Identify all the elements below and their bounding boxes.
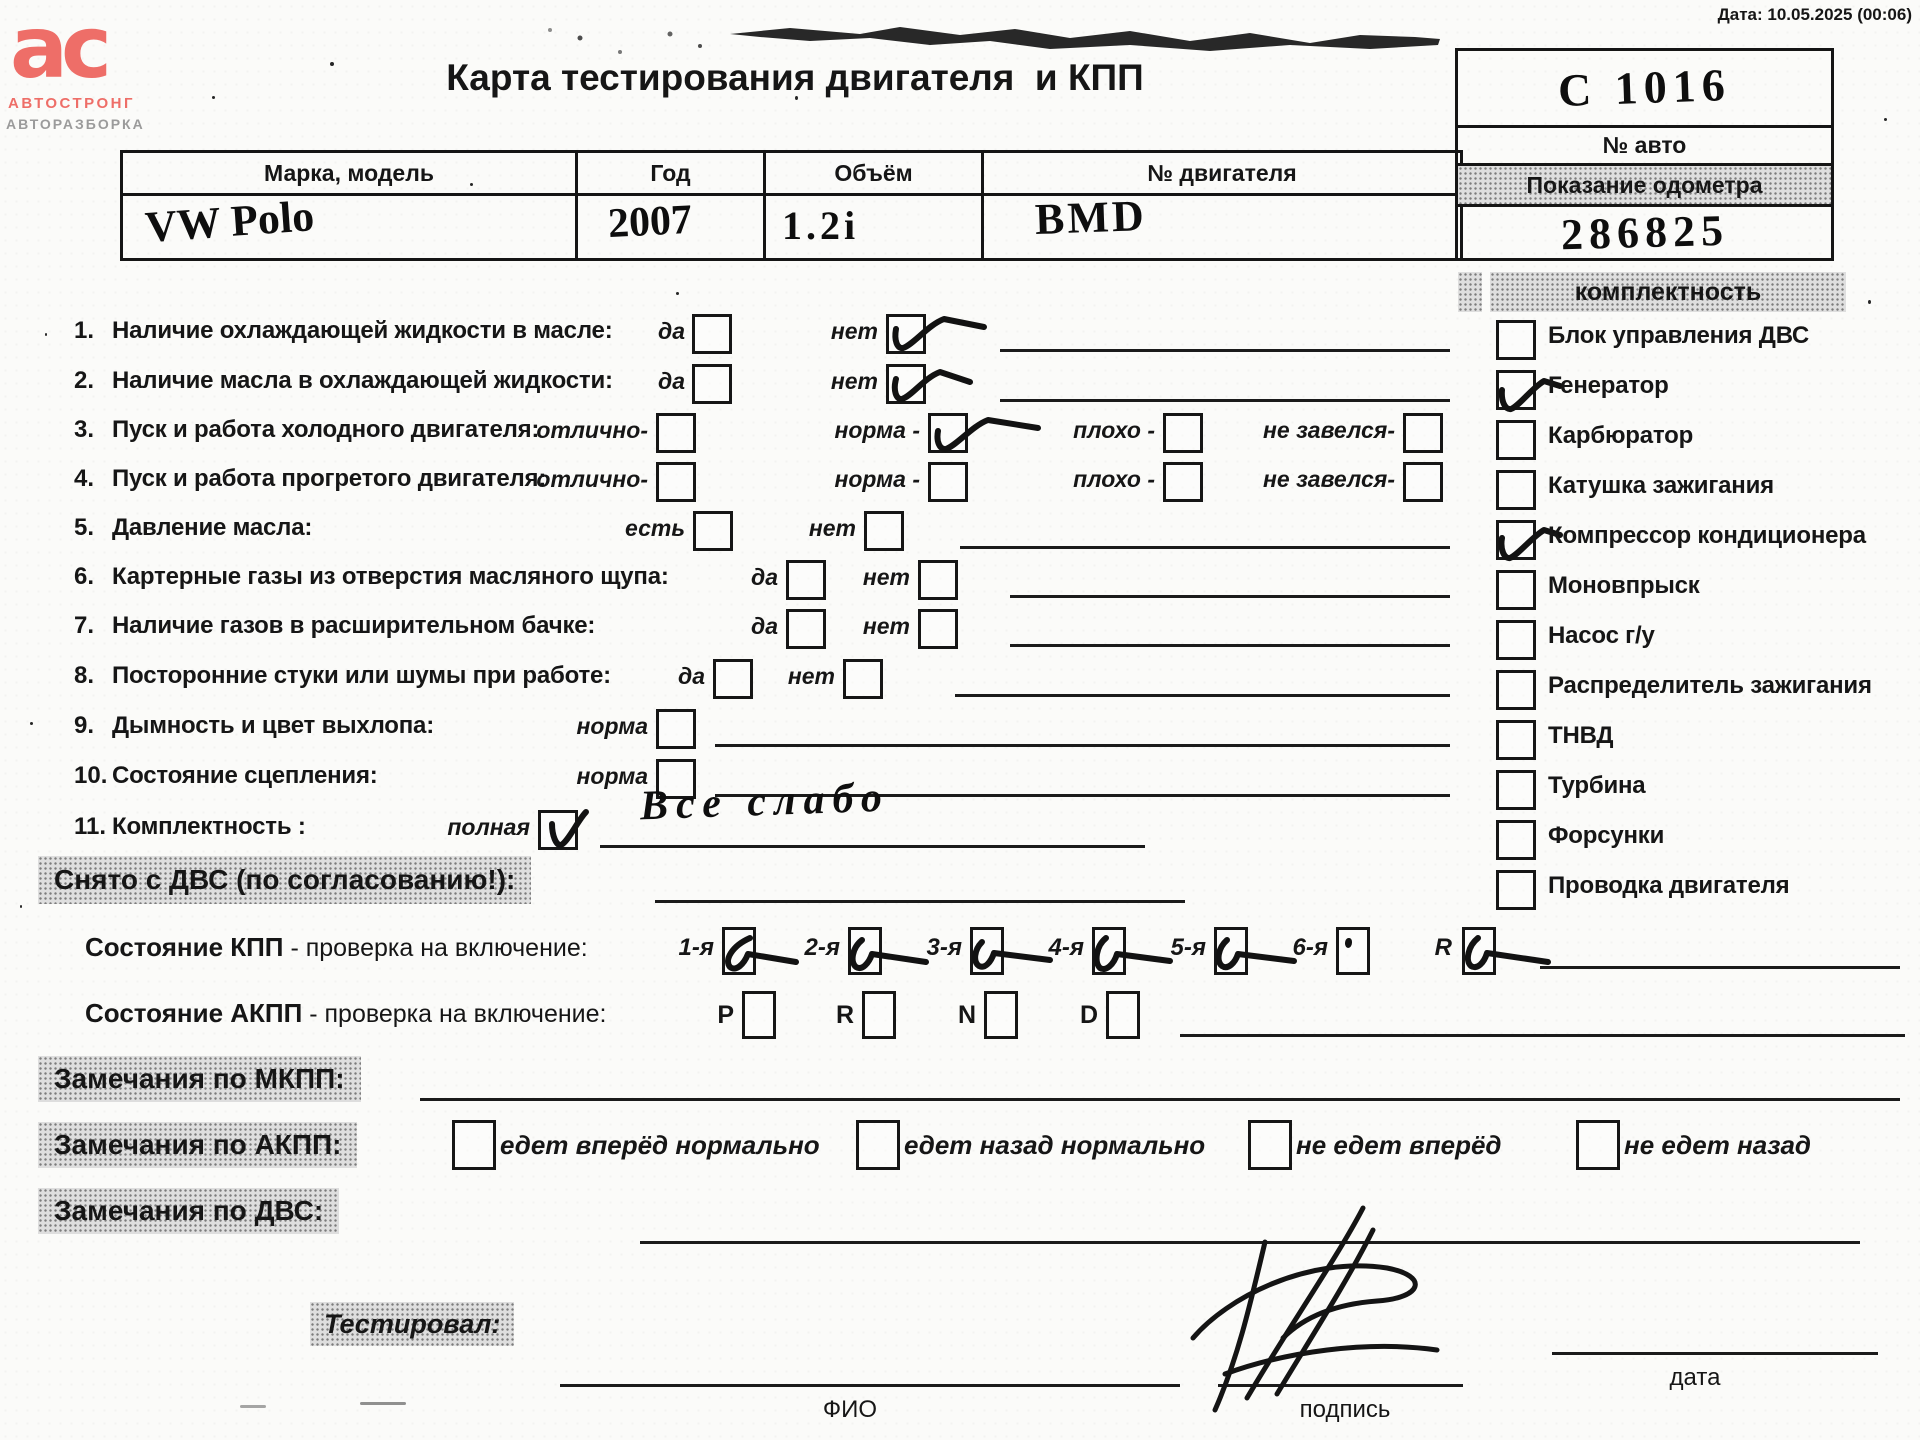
write-in-line xyxy=(1000,349,1450,352)
checkmark xyxy=(716,932,808,980)
fio-line[interactable] xyxy=(560,1384,1180,1387)
test-2-option-yes-label: да xyxy=(657,368,685,394)
handwritten-volume[interactable]: 1.2i xyxy=(782,203,860,248)
dvs-remarks-heading: Замечания по ДВС: xyxy=(38,1188,339,1234)
gear-6-label: 6-я xyxy=(1292,934,1328,961)
checkmark xyxy=(1208,932,1300,980)
test-2-option-no-label: нет xyxy=(830,368,878,394)
handwritten-odometer[interactable]: 286825 xyxy=(1559,205,1730,260)
write-in-line xyxy=(1010,595,1450,598)
test-8-number: 8. xyxy=(74,662,95,689)
write-in-line xyxy=(960,546,1450,549)
equipment-ignition-coil-checkbox[interactable] xyxy=(1496,470,1536,510)
akpp-n-checkbox[interactable] xyxy=(984,991,1018,1039)
equipment-injectors-label: Форсунки xyxy=(1548,822,1665,849)
write-in-line xyxy=(1180,1034,1905,1037)
test-3-number: 3. xyxy=(74,416,95,443)
test-10-number: 10. xyxy=(74,762,108,789)
checkmark xyxy=(842,932,934,980)
equipment-distributor-label: Распределитель зажигания xyxy=(1548,672,1872,699)
scan-speck xyxy=(212,96,215,99)
akpp-n-label: N xyxy=(957,1001,976,1029)
test-4-option-norm-checkbox[interactable] xyxy=(928,462,968,502)
akpp-section-title: Состояние АКПП - проверка на включение: xyxy=(85,998,607,1028)
test-7-option-no-checkbox[interactable] xyxy=(918,609,958,649)
column-header-year: Год xyxy=(578,153,763,196)
akpp-r-label: R xyxy=(835,1001,854,1029)
equipment-injectors-checkbox[interactable] xyxy=(1496,820,1536,860)
test-3-label: Пуск и работа холодного двигателя: xyxy=(112,416,540,443)
akpp-remark-backward-ok-checkbox[interactable] xyxy=(856,1120,900,1170)
test-4-option-excellent-checkbox[interactable] xyxy=(656,462,696,502)
akpp-remark-forward-ok-checkbox[interactable] xyxy=(452,1120,496,1170)
kpp-section-title: Состояние КПП - проверка на включение: xyxy=(85,932,588,962)
akpp-remark-no-forward-label: не едет вперёд xyxy=(1296,1130,1502,1160)
test-3-option-norm-label: норма - xyxy=(834,417,920,443)
checkmark xyxy=(926,411,1046,457)
write-in-line xyxy=(420,1098,1900,1101)
checkmark xyxy=(884,312,994,356)
equipment-engine-wiring-checkbox[interactable] xyxy=(1496,870,1536,910)
equipment-ecu-checkbox[interactable] xyxy=(1496,320,1536,360)
test-3-option-bad-label: плохо - xyxy=(1073,417,1155,443)
test-7-label: Наличие газов в расширительном бачке: xyxy=(112,612,596,639)
akpp-d-label: D xyxy=(1079,1001,1098,1029)
equipment-carburetor-checkbox[interactable] xyxy=(1496,420,1536,460)
checkmark xyxy=(1456,932,1556,980)
test-6-option-yes-checkbox[interactable] xyxy=(786,560,826,600)
autostrong-logo: ac xyxy=(10,0,106,98)
test-5-label: Давление масла: xyxy=(112,514,313,541)
test-8-option-no-label: нет xyxy=(787,663,835,689)
test-4-option-excellent-label: отлично- xyxy=(536,466,648,492)
test-7-number: 7. xyxy=(74,612,95,639)
akpp-remarks-heading: Замечания по АКПП: xyxy=(38,1122,357,1168)
equipment-ac-compressor-label: Компрессор кондиционера xyxy=(1548,522,1866,549)
test-4-option-bad-label: плохо - xyxy=(1073,466,1155,492)
test-9-option-norm-checkbox[interactable] xyxy=(656,709,696,749)
mkpp-remarks-heading: Замечания по МКПП: xyxy=(38,1056,361,1102)
akpp-d-checkbox[interactable] xyxy=(1106,991,1140,1039)
test-6-option-no-checkbox[interactable] xyxy=(918,560,958,600)
equipment-ecu-label: Блок управления ДВС xyxy=(1548,322,1810,349)
car-number-label: № авто xyxy=(1602,131,1687,158)
equipment-carburetor-label: Карбюратор xyxy=(1548,422,1694,449)
test-11-option-full-label: полная xyxy=(447,814,530,840)
test-1-option-no-label: нет xyxy=(830,318,878,344)
gear-1-label: 1-я xyxy=(678,934,714,961)
test-5-option-has-label: есть xyxy=(625,515,685,541)
tester-heading: Тестировал: xyxy=(310,1302,514,1346)
test-11-number: 11. xyxy=(74,813,107,840)
test-8-option-yes-checkbox[interactable] xyxy=(713,659,753,699)
test-1-number: 1. xyxy=(74,317,95,344)
equipment-heading: комплектность xyxy=(1490,272,1846,312)
equipment-distributor-checkbox[interactable] xyxy=(1496,670,1536,710)
equipment-heading-artifact xyxy=(1458,272,1482,312)
scan-speck xyxy=(330,62,334,66)
logo-text-autorazborka: АВТОРАЗБОРКА xyxy=(6,116,145,132)
column-header-brand: Марка, модель xyxy=(123,153,575,196)
test-1-option-yes-label: да xyxy=(657,318,685,344)
scan-speck xyxy=(45,333,47,336)
akpp-p-label: P xyxy=(717,1001,734,1029)
gear-5-label: 5-я xyxy=(1170,934,1206,961)
scan-date-stamp: Дата: 10.05.2025 (00:06) xyxy=(1717,5,1912,24)
akpp-p-checkbox[interactable] xyxy=(742,991,776,1039)
test-6-label: Картерные газы из отверстия масляного щупа: xyxy=(112,563,669,590)
test-2-label: Наличие масла в охлаждающей жидкости: xyxy=(112,367,613,394)
test-3-option-nostart-checkbox[interactable] xyxy=(1403,413,1443,453)
date-line[interactable] xyxy=(1552,1352,1878,1355)
fio-label: ФИО xyxy=(822,1396,878,1423)
test-5-number: 5. xyxy=(74,514,95,541)
test-3-option-excellent-label: отлично- xyxy=(536,417,648,443)
handwritten-car-number[interactable]: C 1016 xyxy=(1557,59,1732,117)
test-4-option-norm-label: норма - xyxy=(834,466,920,492)
akpp-remark-no-backward-label: не едет назад xyxy=(1624,1130,1812,1160)
gear-4-label: 4-я xyxy=(1048,934,1084,961)
handwritten-brand-model[interactable]: VW Polo xyxy=(143,191,316,252)
equipment-monoinjection-label: Моновпрыск xyxy=(1548,572,1700,599)
scan-smudge xyxy=(360,1402,406,1405)
equipment-turbine-label: Турбина xyxy=(1548,772,1646,799)
gear-r-label: R xyxy=(1434,934,1452,961)
equipment-engine-wiring-label: Проводка двигателя xyxy=(1548,872,1790,899)
test-8-option-no-checkbox[interactable] xyxy=(843,659,883,699)
equipment-generator-label: Генератор xyxy=(1548,372,1669,399)
test-1-option-yes-checkbox[interactable] xyxy=(692,314,732,354)
gear-2-label: 2-я xyxy=(804,934,840,961)
scan-speck xyxy=(30,722,33,725)
page-title: Карта тестирования двигателя и КПП xyxy=(446,57,1144,98)
signature-scribble xyxy=(1185,1198,1485,1423)
checkmark xyxy=(964,932,1056,980)
signature-label: подпись xyxy=(1299,1396,1391,1423)
handwritten-completeness-note[interactable]: Все слабо xyxy=(639,774,891,830)
column-header-engine-no: № двигателя xyxy=(984,153,1460,196)
checkmark xyxy=(884,364,994,408)
test-4-option-nostart-checkbox[interactable] xyxy=(1403,462,1443,502)
handwritten-engine-no[interactable]: BMD xyxy=(1034,191,1148,244)
scan-artifact-band xyxy=(430,8,1470,54)
test-3-option-bad-checkbox[interactable] xyxy=(1163,413,1203,453)
test-5-option-no-checkbox[interactable] xyxy=(864,511,904,551)
write-in-line xyxy=(1540,966,1900,969)
odometer-label: Показание одометра xyxy=(1526,171,1763,198)
test-5-option-has-checkbox[interactable] xyxy=(693,511,733,551)
write-in-line xyxy=(600,845,1145,848)
equipment-monoinjection-checkbox[interactable] xyxy=(1496,570,1536,610)
equipment-ps-pump-label: Насос г/у xyxy=(1548,622,1655,649)
write-in-line xyxy=(715,744,1450,747)
test-11-label: Комплектность : xyxy=(112,813,306,840)
akpp-r-checkbox[interactable] xyxy=(862,991,896,1039)
test-3-option-excellent-checkbox[interactable] xyxy=(656,413,696,453)
checkmark xyxy=(1086,932,1178,980)
test-8-option-yes-label: да xyxy=(677,663,705,689)
equipment-ignition-coil-label: Катушка зажигания xyxy=(1548,472,1774,499)
car-number-box xyxy=(1455,48,1834,261)
test-6-option-yes-label: да xyxy=(750,564,778,590)
akpp-remark-no-forward-checkbox[interactable] xyxy=(1248,1120,1292,1170)
test-2-number: 2. xyxy=(74,367,95,394)
test-9-label: Дымность и цвет выхлопа: xyxy=(112,712,435,739)
checkmark xyxy=(540,806,592,852)
test-10-label: Состояние сцепления: xyxy=(112,762,378,789)
akpp-remark-forward-ok-label: едет вперёд нормально xyxy=(500,1130,820,1160)
test-9-option-norm-label: норма xyxy=(576,713,648,739)
equipment-turbine-checkbox[interactable] xyxy=(1496,770,1536,810)
column-header-volume: Объём xyxy=(766,153,981,196)
scan-speck xyxy=(676,292,679,295)
test-5-option-no-label: нет xyxy=(808,515,856,541)
test-2-option-yes-checkbox[interactable] xyxy=(692,364,732,404)
akpp-remark-backward-ok-label: едет назад нормально xyxy=(904,1130,1206,1160)
removed-from-engine-heading: Снято с ДВС (по согласованию!): xyxy=(38,856,531,904)
test-7-option-yes-label: да xyxy=(750,613,778,639)
test-7-option-no-label: нет xyxy=(862,613,910,639)
date-label: дата xyxy=(1669,1364,1721,1391)
test-4-option-nostart-label: не завелся- xyxy=(1263,466,1395,492)
handwritten-year[interactable]: 2007 xyxy=(606,196,694,248)
write-in-line xyxy=(955,694,1450,697)
test-1-label: Наличие охлаждающей жидкости в масле: xyxy=(112,317,613,344)
write-in-line xyxy=(1010,644,1450,647)
write-in-line xyxy=(655,900,1185,903)
gear-3-label: 3-я xyxy=(926,934,962,961)
write-in-line xyxy=(1000,399,1450,402)
test-4-option-bad-checkbox[interactable] xyxy=(1163,462,1203,502)
test-4-number: 4. xyxy=(74,465,95,492)
logo-text-autostrong: АВТОСТРОНГ xyxy=(8,95,135,112)
test-4-label: Пуск и работа прогретого двигателя: xyxy=(112,465,547,492)
scan-speck xyxy=(1868,300,1871,304)
test-10-option-norm-label: норма xyxy=(576,763,648,789)
equipment-tnvd-checkbox[interactable] xyxy=(1496,720,1536,760)
test-9-number: 9. xyxy=(74,712,95,739)
scan-smudge xyxy=(240,1405,266,1408)
test-6-number: 6. xyxy=(74,563,95,590)
equipment-tnvd-label: ТНВД xyxy=(1548,722,1614,749)
equipment-ps-pump-checkbox[interactable] xyxy=(1496,620,1536,660)
scan-speck xyxy=(20,905,22,908)
test-8-label: Посторонние стуки или шумы при работе: xyxy=(112,662,611,689)
gear-6-checkbox[interactable] xyxy=(1336,927,1370,975)
scan-speck xyxy=(1884,118,1887,121)
test-6-option-no-label: нет xyxy=(862,564,910,590)
test-3-option-nostart-label: не завелся- xyxy=(1263,417,1395,443)
test-7-option-yes-checkbox[interactable] xyxy=(786,609,826,649)
akpp-remark-no-backward-checkbox[interactable] xyxy=(1576,1120,1620,1170)
